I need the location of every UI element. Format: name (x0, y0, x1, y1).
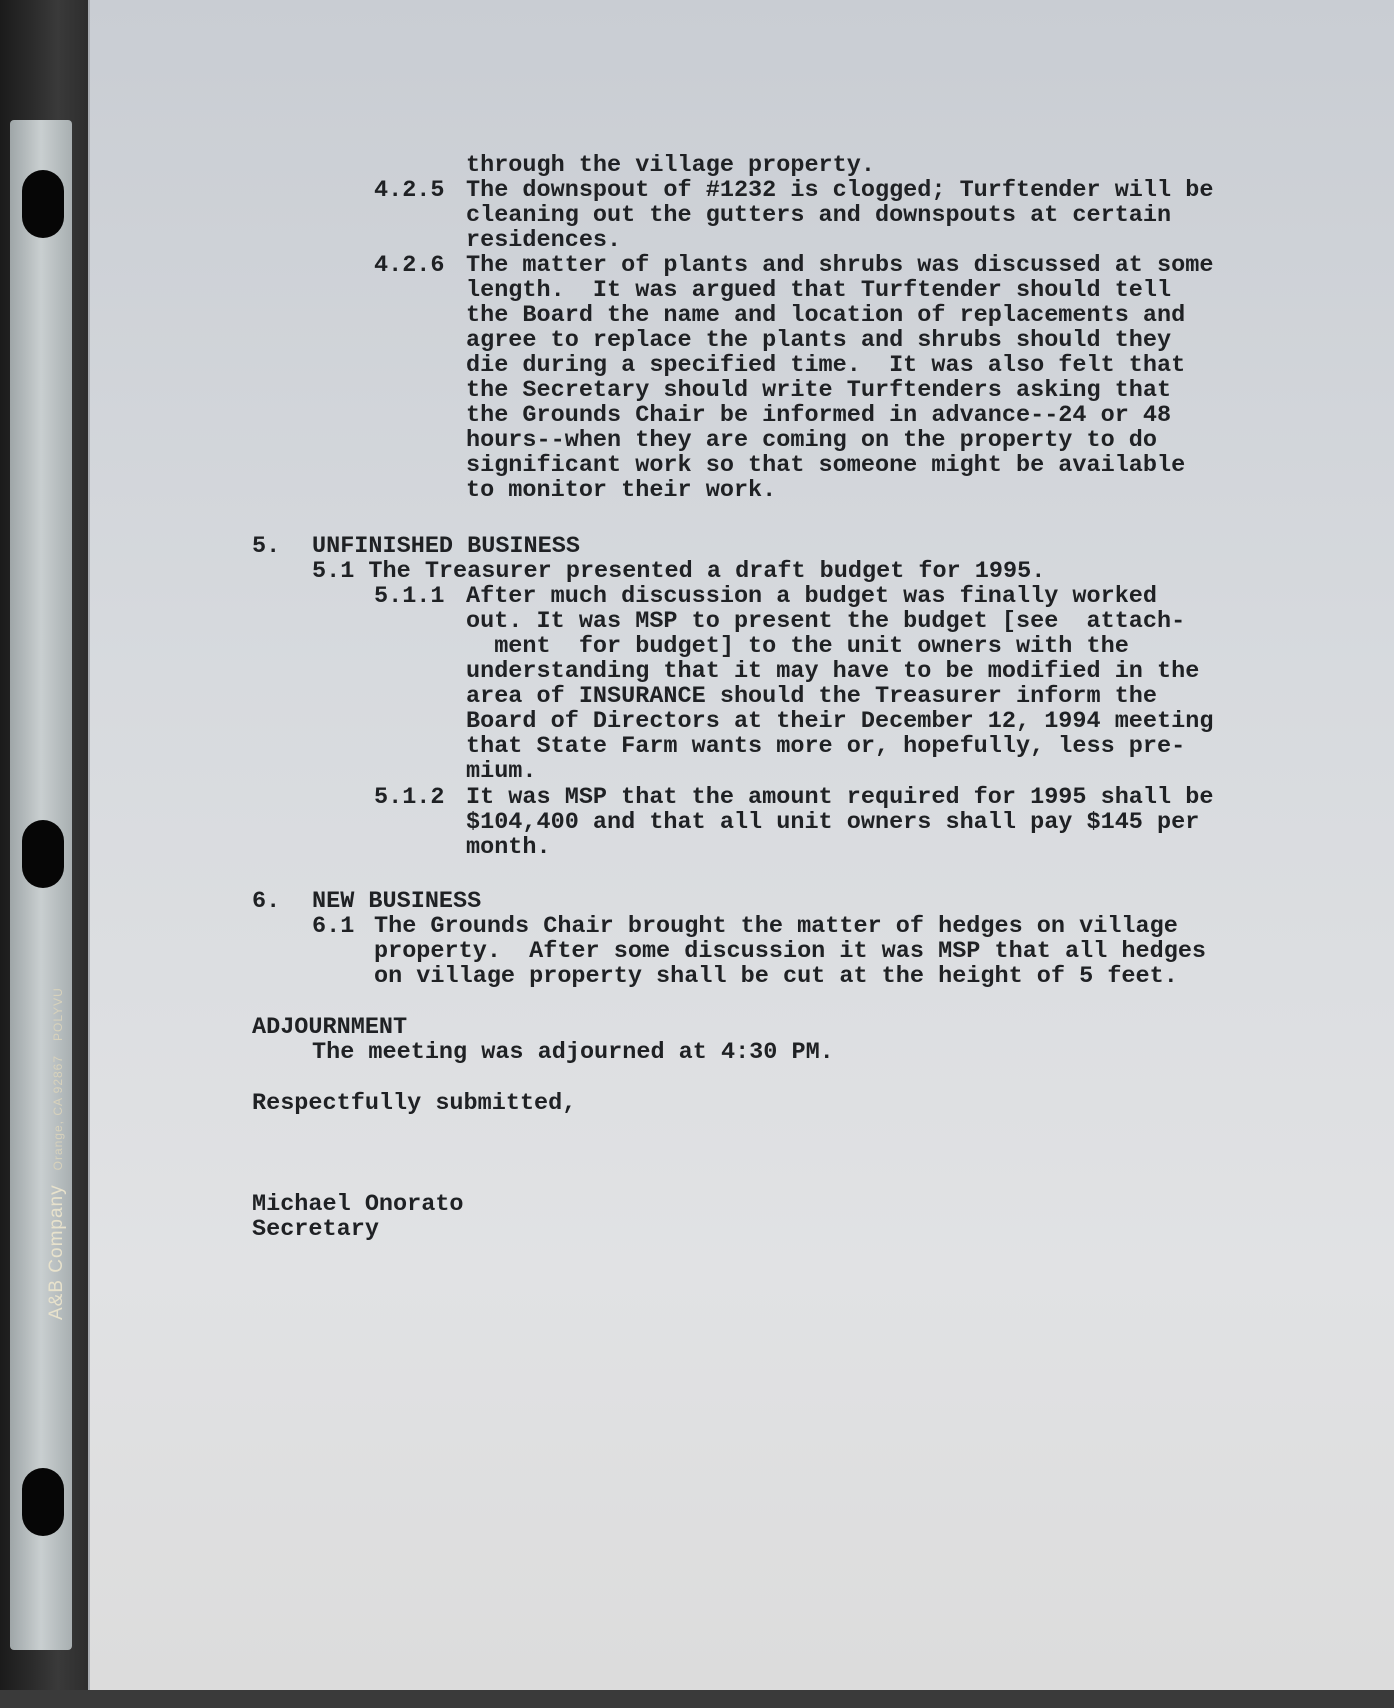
item-line: $104,400 and that all unit owners shall pay $145 per (466, 809, 1200, 836)
document-page (88, 0, 1394, 1690)
item-number: 4.2.5 (374, 177, 445, 204)
item-line: die during a specified time. It was also felt that (466, 352, 1186, 379)
punch-hole-bottom (22, 1468, 64, 1536)
section-number: 5. (252, 533, 281, 560)
item-line: the Secretary should write Turftenders asking that (466, 377, 1172, 404)
item-line: After much discussion a budget was finally worked (466, 583, 1158, 610)
item-line: length. It was argued that Turftender should tell (466, 277, 1172, 304)
item-line: to monitor their work. (466, 477, 777, 504)
item-line: The downspout of #1232 is clogged; Turftender will be (466, 177, 1214, 204)
brand-product: POLYVU (51, 987, 65, 1041)
sleeve-brand-label (46, 987, 68, 1320)
item-line: out. It was MSP to present the budget [see attach- (466, 608, 1186, 635)
item-number: 6.1 (312, 913, 355, 940)
item-line: understanding that it may have to be modified in the (466, 658, 1200, 685)
item-line: hours--when they are coming on the property to do (466, 427, 1158, 454)
punch-hole-top (22, 170, 64, 238)
adjournment-heading: ADJOURNMENT (252, 1014, 408, 1041)
item-line: The matter of plants and shrubs was discussed at some (466, 252, 1214, 279)
item-line: cleaning out the gutters and downspouts at certain (466, 202, 1172, 229)
item-5-1: 5.1 The Treasurer presented a draft budget for 1995. (312, 558, 1046, 585)
item-line: The Grounds Chair brought the matter of hedges on village (374, 913, 1178, 940)
binder-sleeve (0, 0, 96, 1708)
item-number: 5.1.2 (374, 784, 445, 811)
section-heading: UNFINISHED BUSINESS (312, 533, 580, 560)
section-heading: NEW BUSINESS (312, 888, 482, 915)
item-number: 4.2.6 (374, 252, 445, 279)
item-number: 5.1.1 (374, 583, 445, 610)
item-line: the Board the name and location of replacements and (466, 302, 1186, 329)
item-line: on village property shall be cut at the height of 5 feet. (374, 963, 1178, 990)
item-line: significant work so that someone might be available (466, 452, 1186, 479)
punch-hole-middle (22, 820, 64, 888)
brand-address: Orange, CA 92867 (51, 1054, 65, 1171)
adjournment-text: The meeting was adjourned at 4:30 PM. (312, 1039, 834, 1066)
closing-line: Respectfully submitted, (252, 1090, 577, 1117)
item-line: It was MSP that the amount required for 1995 shall be (466, 784, 1214, 811)
item-line: ment for budget] to the unit owners with the (466, 633, 1129, 660)
sleeve-bottom-edge (0, 1690, 1394, 1708)
item-line: the Grounds Chair be informed in advance--24 or 48 (466, 402, 1172, 429)
item-line: mium. (466, 758, 537, 785)
item-line: property. After some discussion it was MSP that all hedges (374, 938, 1207, 965)
item-line: that State Farm wants more or, hopefully, less pre- (466, 733, 1186, 760)
item-line: month. (466, 834, 551, 861)
meeting-minutes (90, 0, 1394, 1690)
brand-name: A&B Company (46, 1184, 67, 1320)
item-line: Board of Directors at their December 12, 1994 meeting (466, 708, 1214, 735)
signer-name: Michael Onorato (252, 1191, 464, 1218)
item-4-2-4-continuation: through the village property. (466, 152, 875, 179)
item-line: agree to replace the plants and shrubs should they (466, 327, 1172, 354)
signer-title: Secretary (252, 1216, 379, 1243)
section-number: 6. (252, 888, 281, 915)
item-line: residences. (466, 227, 622, 254)
item-line: area of INSURANCE should the Treasurer inform the (466, 683, 1158, 710)
